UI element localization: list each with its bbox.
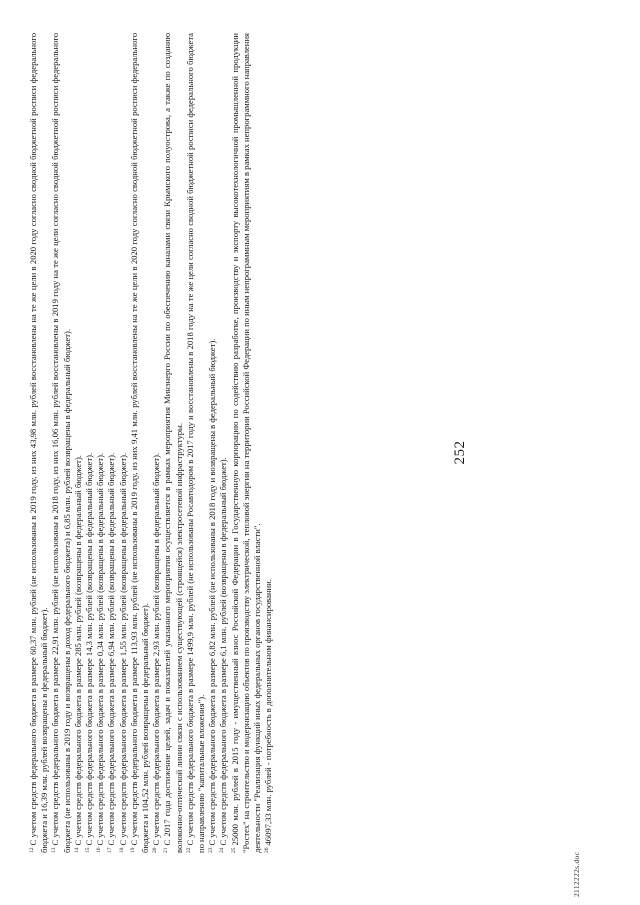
footnote-marker: 26 — [264, 847, 271, 853]
footnote-20 — [151, 33, 162, 853]
footnote-text: С учетом средств федерального бюджета в размере 2,93 млн. рублей (возвращены в федеральный бюджет). — [151, 452, 162, 846]
footnote-marker: 18 — [118, 847, 125, 853]
footnote-text: 25000 млн. рублей в 2015 году - имущественный взнос Российской Федерации в Государственную корпорацию по содействию разработке, производству и экспорту высокотехнологичной промышленной продукции "Ростех" на строительство и модернизацию объектов по производству электрической, тепловой энергии на территории Российской Федерации по иным непрограммным мероприятиям в рамках непрограммного направления деятельности "Реализация функций иных федеральных органов государственной власти". — [229, 33, 263, 853]
footnote-marker: 13 — [51, 847, 58, 853]
footnote-text: С 2017 года достижение целей, задач и показателей указанного мероприятия осуществляется в рамках мероприятия Минэнерго России по обеспечению каналами связи Крымского полуострова, а также по созданию волоконно-оптической линии связи с использованием существующей (строящейся) электросетевой инфраструктуры. — [162, 33, 184, 853]
footnote-marker: 14 — [73, 847, 80, 853]
footnote-26 — [263, 33, 274, 853]
footnote-22 — [185, 33, 207, 853]
footnote-13 — [50, 33, 72, 853]
footnote-text: 46097,33 млн. рублей - потребность в дополнительном финансировании. — [263, 579, 274, 846]
footnotes-block — [28, 33, 274, 853]
footnote-marker: 22 — [185, 847, 192, 853]
footnote-text: С учетом средств федерального бюджета в размере 1499,9 млн. рублей (не использованы Росавтодором в 2017 году и восстановлены в 2018 году на те же цели согласно сводной бюджетной росписи федерального бюджета по направлению "капитальные вложения"). — [184, 33, 207, 853]
footnote-24 — [218, 33, 229, 853]
footnote-marker: 20 — [152, 847, 159, 853]
footnote-marker: 17 — [107, 847, 114, 853]
footnote-text: С учетом средств федерального бюджета в размере 113,93 млн. рублей (не использованы в 2019 году, из них 9,41 млн. рублей восстановлены на те же цели в 2020 году согласно сводной бюджетной росписи федерального бюджета и 104,52 млн. рублей возвращены в федеральный бюджет). — [128, 33, 151, 853]
footnote-text: С учетом средств федерального бюджета в размере 0,34 млн. рублей (возвращены в федеральный бюджет). — [95, 452, 106, 846]
footnote-marker: 15 — [85, 847, 92, 853]
footnote-text: С учетом средств федерального бюджета в размере 285 млн. рублей (возвращены в федеральный бюджет). — [72, 455, 83, 846]
footnote-17 — [106, 33, 117, 853]
footnote-marker: 21 — [163, 847, 170, 853]
footnote-marker: 12 — [29, 847, 35, 853]
footnote-16 — [95, 33, 106, 853]
footnote-text: С учетом средств федерального бюджета в размере 6,1 млн. рублей (возвращены в федеральный бюджет). — [218, 457, 229, 846]
document-file-id: 2112222s.doc — [572, 851, 581, 897]
footnote-marker: 25 — [230, 847, 237, 853]
footnote-marker: 19 — [129, 847, 136, 853]
footnote-text: С учетом средств федерального бюджета в размере 1,55 млн. рублей (возвращены в федеральный бюджет). — [117, 452, 128, 846]
footnote-text: С учетом средств федерального бюджета в размере 6,94 млн. рублей (возвращены в федеральный бюджет). — [106, 452, 117, 846]
footnote-14 — [73, 33, 84, 853]
footnote-19 — [129, 33, 151, 853]
footnote-marker: 16 — [96, 847, 103, 853]
footnote-text: С учетом средств федерального бюджета в размере 6,82 млн. рублей (не использованы в 2018 году и возвращены в федеральный бюджет). — [207, 338, 218, 846]
footnote-21 — [162, 33, 184, 853]
footnote-12 — [28, 33, 50, 853]
footnote-18 — [118, 33, 129, 853]
footnote-text: С учетом средств федерального бюджета в размере 22,91 млн. рублей (не использованы в 2018 году, из них 16,06 млн. рублей восстановлены в 2019 году на те же цели согласно сводной бюджетной росписи федерального бюджета (не использованы в 2019 году и возвращены в доход федерального бюджета) и 6,85 млн. рублей возвращены в федеральный бюджет). — [50, 33, 72, 853]
footnote-15 — [84, 33, 95, 853]
footnote-marker: 24 — [219, 847, 226, 853]
footnote-text: С учетом средств федерального бюджета в размере 14,3 млн. рублей (возвращены в федеральный бюджет). — [84, 452, 95, 846]
footnote-23 — [207, 33, 218, 853]
footnote-text: С учетом средств федерального бюджета в размере 60,37 млн. рублей (не использованы в 2019 году, из них 43,98 млн. рублей восстановлены на те же цели в 2020 году согласно сводной бюджетной росписи федерального бюджета и 16,39 млн. рублей возвращены в федеральный бюджет). — [28, 33, 50, 853]
footnote-25 — [230, 33, 264, 853]
page-number: 252 — [452, 440, 468, 465]
footnote-marker: 23 — [208, 847, 215, 853]
